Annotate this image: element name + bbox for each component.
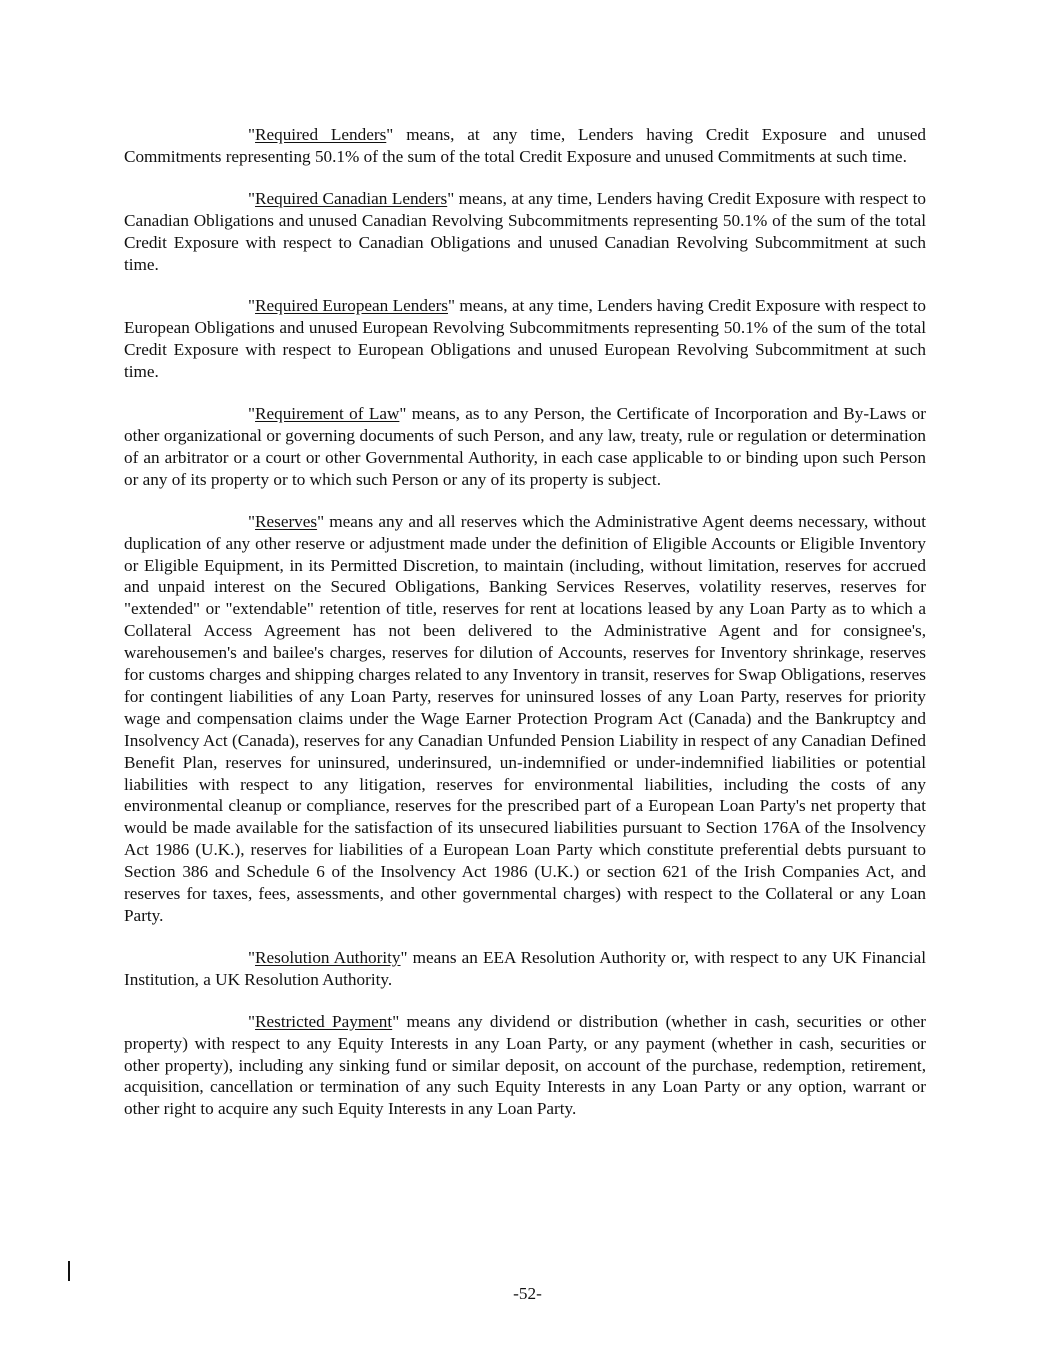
defined-term: Requirement of Law xyxy=(255,404,400,424)
defined-term: Required Lenders xyxy=(255,125,387,144)
defined-term: Required Canadian Lenders xyxy=(255,188,448,208)
definition-resolution-authority: "Resolution Authority" means an EEA Resolution Authority or, with respect to any UK Financial Institution, a UK Resolution Authority. xyxy=(124,947,926,989)
document-body xyxy=(124,124,926,1140)
definition-text: " means any dividend or distribution (whether in cash, securities or other property) with respect to any Equity Interests in any Loan Party, or any payment (whether in cash, securities or other property), including any sinking fund or similar deposit, on account of the purchase, redemption, retirement, acquisition, cancellation or termination of any such Equity Interests in any Loan Party or any option, warrant or other right to acquire any such Equity Interests in any Loan Party. xyxy=(124,1011,926,1119)
definition-text: " means an EEA Resolution Authority or, with respect to any UK Financial Institution, a UK Resolution Authority. xyxy=(124,947,926,989)
definition-text: " means any and all reserves which the Administrative Agent deems necessary, without duplication of any other reserve or adjustment made under the definition of Eligible Accounts or Eligible Inventory or Eligible Equipment, in its Permitted Discretion, to maintain (including, without limitation, reserves for accrued and unpaid interest on the Secured Obligations, Banking Services Reserves, volatility reserves, reserves for "extended" or "extendable" retention of title, reserves for rent at locations leased by any Loan Party as to which a Collateral Access Agreement has not been delivered to the Administrative Agent and for consignee's, warehousemen's and bailee's charges, reserves for dilution of Accounts, reserves for Inventory shrinkage, reserves for customs charges and shipping charges related to any Inventory in transit, reserves for Swap Obligations, reserves for contingent liabilities of any Loan Party, reserves for uninsured losses of any Loan Party, reserves for priority wage and compensation claims under the Wage Earner Protection Program Act (Canada) and the Bankruptcy and Insolvency Act (Canada), reserves for any Canadian Unfunded Pension Liability in respect of any Canadian Defined Benefit Plan, reserves for uninsured, underinsured, un-indemnified or under-indemnified liabilities or potential liabilities with respect to any litigation, reserves for environmental liabilities, including the costs of any environmental cleanup or compliance, reserves for the prescribed part of a European Loan Party's net property that would be made available for the satisfaction of its unsecured liabilities pursuant to Section 176A of the Insolvency Act 1986 (U.K.), reserves for liabilities of a European Loan Party which constitute preferential debts pursuant to Section 386 and Schedule 6 of the Insolvency Act 1986 (U.K.) or section 621 of the Irish Companies Act, and reserves for taxes, fees, assessments, and other governmental charges) with respect to the Collateral or any Loan Party. xyxy=(124,511,926,925)
definition-restricted-payment: "Restricted Payment" means any dividend or distribution (whether in cash, securities or other property) with respect to any Equity Interests in any Loan Party, or any payment (whether in cash, securities or other property), including any sinking fund or similar deposit, on account of the purchase, redemption, retirement, acquisition, cancellation or termination of any such Equity Interests in any Loan Party or any option, warrant or other right to acquire any such Equity Interests in any Loan Party. xyxy=(124,1011,926,1119)
definition-required-european-lenders: "Required European Lenders" means, at any time, Lenders having Credit Exposure with respect to European Obligations and unused European Revolving Subcommitments representing 50.1% of the sum of the total Credit Exposure with respect to European Obligations and unused European Revolving Subcommitment at such time. xyxy=(124,296,927,382)
definition-requirement-of-law: "Requirement of Law" means, as to any Person, the Certificate of Incorporation and By-Laws or other organizational or governing documents of such Person, and any law, treaty, rule or regulation or determination of an arbitrator or a court or other Governmental Authority, in each case applicable to or binding upon such Person or any of its property or to which such Person or any of its property is subject. xyxy=(124,404,926,489)
definition-text: " means, at any time, Lenders having Credit Exposure with respect to Canadian Obligations and unused Canadian Revolving Subcommitments representing 50.1% of the sum of the total Credit Exposure with respect to Canadian Obligations and unused Canadian Revolving Subcommitment at such time. xyxy=(124,188,927,274)
revision-margin-bar xyxy=(68,1261,70,1281)
defined-term: Resolution Authority xyxy=(255,947,401,967)
definition-text: " means, at any time, Lenders having Credit Exposure with respect to European Obligations and unused European Revolving Subcommitments representing 50.1% of the sum of the total Credit Exposure with respect to European Obligations and unused European Revolving Subcommitment at such time. xyxy=(124,296,927,382)
defined-term: Restricted Payment xyxy=(255,1011,393,1031)
definition-reserves: "Reserves" means any and all reserves which the Administrative Agent deems necessary, without duplication of any other reserve or adjustment made under the definition of Eligible Accounts or Eligible Inventory or Eligible Equipment, in its Permitted Discretion, to maintain (including, without limitation, reserves for accrued and unpaid interest on the Secured Obligations, Banking Services Reserves, volatility reserves, reserves for "extended" or "extendable" retention of title, reserves for rent at locations leased by any Loan Party as to which a Collateral Access Agreement has not been delivered to the Administrative Agent and for consignee's, warehousemen's and bailee's charges, reserves for dilution of Accounts, reserves for Inventory shrinkage, reserves for customs charges and shipping charges related to any Inventory in transit, reserves for Swap Obligations, reserves for contingent liabilities of any Loan Party, reserves for uninsured losses of any Loan Party, reserves for priority wage and compensation claims under the Wage Earner Protection Program Act (Canada) and the Bankruptcy and Insolvency Act (Canada), reserves for any Canadian Unfunded Pension Liability in respect of any Canadian Defined Benefit Plan, reserves for uninsured, underinsured, un-indemnified or under-indemnified liabilities or potential liabilities with respect to any litigation, reserves for environmental liabilities, including the costs of any environmental cleanup or compliance, reserves for the prescribed part of a European Loan Party's net property that would be made available for the satisfaction of its unsecured liabilities pursuant to Section 176A of the Insolvency Act 1986 (U.K.), reserves for liabilities of a European Loan Party which constitute preferential debts pursuant to Section 386 and Schedule 6 of the Insolvency Act 1986 (U.K.) or section 621 of the Irish Companies Act, and reserves for taxes, fees, assessments, and other governmental charges) with respect to the Collateral or any Loan Party. xyxy=(124,511,926,925)
defined-term: Required European Lenders xyxy=(255,296,448,316)
definition-text: " means, at any time, Lenders having Credit Exposure and unused Commitments representing 50.1% of the sum of the total Credit Exposure and unused Commitments at such time. xyxy=(124,125,926,166)
definition-text: " means, as to any Person, the Certificate of Incorporation and By-Laws or other organizational or governing documents of such Person, and any law, treaty, rule or regulation or determination of an arbitrator or a court or other Governmental Authority, in each case applicable to or binding upon such Person or any of its property or to which such Person or any of its property is subject. xyxy=(124,404,926,489)
definition-required-canadian-lenders: "Required Canadian Lenders" means, at any time, Lenders having Credit Exposure with respect to Canadian Obligations and unused Canadian Revolving Subcommitments representing 50.1% of the sum of the total Credit Exposure with respect to Canadian Obligations and unused Canadian Revolving Subcommitment at such time. xyxy=(124,188,927,274)
defined-term: Reserves xyxy=(255,511,318,531)
page-number: -52- xyxy=(513,1284,542,1303)
definition-required-lenders: "Required Lenders" means, at any time, Lenders having Credit Exposure and unused Commitments representing 50.1% of the sum of the total Credit Exposure and unused Commitments at such time. xyxy=(124,125,926,166)
